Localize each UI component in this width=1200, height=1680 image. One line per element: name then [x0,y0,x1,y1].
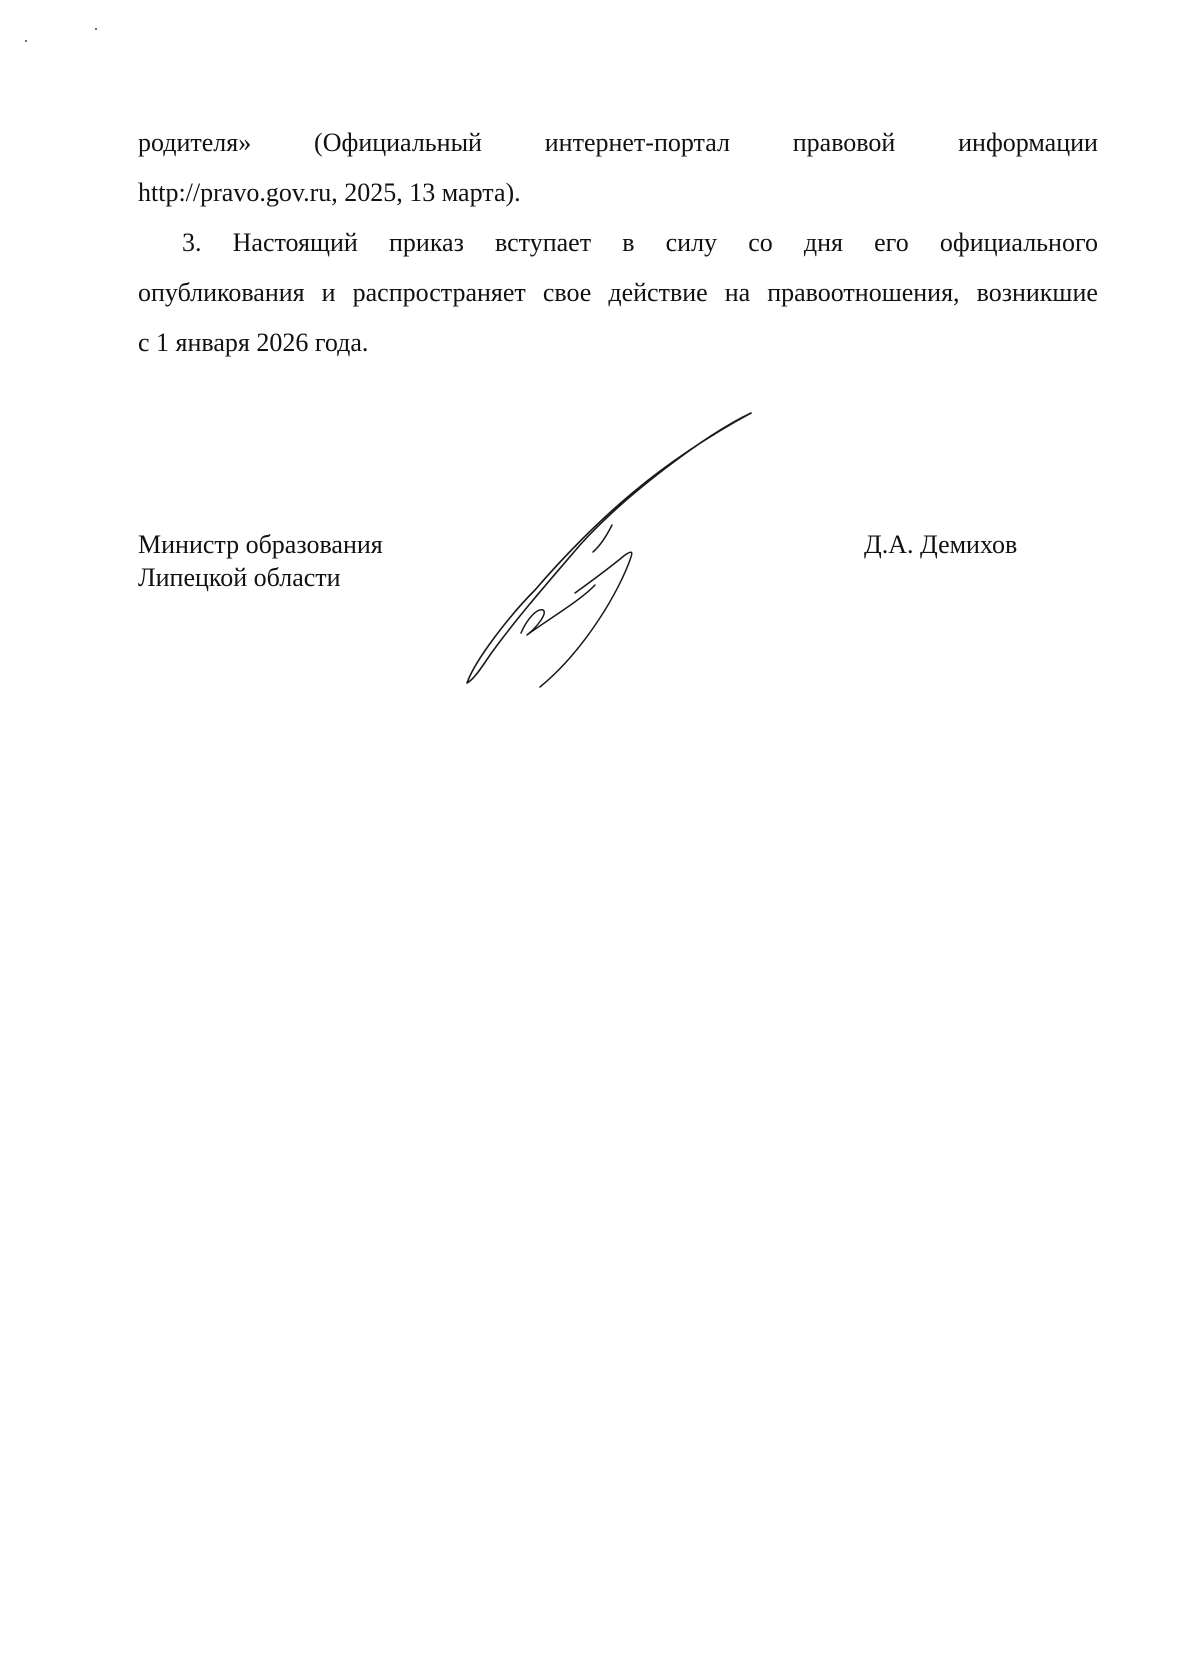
position-title: Министр образования [138,530,383,559]
word: дня [803,228,843,257]
word: силу [665,228,718,257]
text-line: http://pravo.gov.ru, 2025, 13 марта). [138,178,521,207]
word: правоотношения, [767,278,960,307]
text-line [138,268,1098,318]
paragraph-continuation [138,118,1098,218]
position-region: Липецкой области [138,563,341,592]
word: в [622,228,635,257]
word: распространяет [352,278,526,307]
word: (Официальный [314,128,482,157]
word: со [748,228,773,257]
word: вступает [495,228,592,257]
word: родителя» [138,128,252,157]
word: и [321,278,336,307]
word: возникшие [976,278,1098,307]
scan-speck [95,28,97,30]
word: свое [542,278,592,307]
handwritten-signature [455,405,765,690]
signatory-position [138,528,383,594]
word: опубликования [138,278,305,307]
signer-name: Д.А. Демихов [864,530,1018,559]
paragraph-3 [138,218,1098,368]
signature-stroke [467,413,751,683]
word: информации [958,128,1098,157]
document-body [138,118,1098,368]
word: действие [608,278,708,307]
scan-speck [25,40,27,42]
signature-stroke [540,552,632,687]
text-line [138,118,1098,168]
word: приказ [388,228,464,257]
word: официального [939,228,1098,257]
paragraph-number: 3. [182,228,202,257]
word: на [724,278,751,307]
word: правовой [792,128,896,157]
word: Настоящий [232,228,358,257]
word: его [874,228,909,257]
word: интернет-портал [544,128,730,157]
text-line: с 1 января 2026 года. [138,328,369,357]
text-line [138,218,1098,268]
